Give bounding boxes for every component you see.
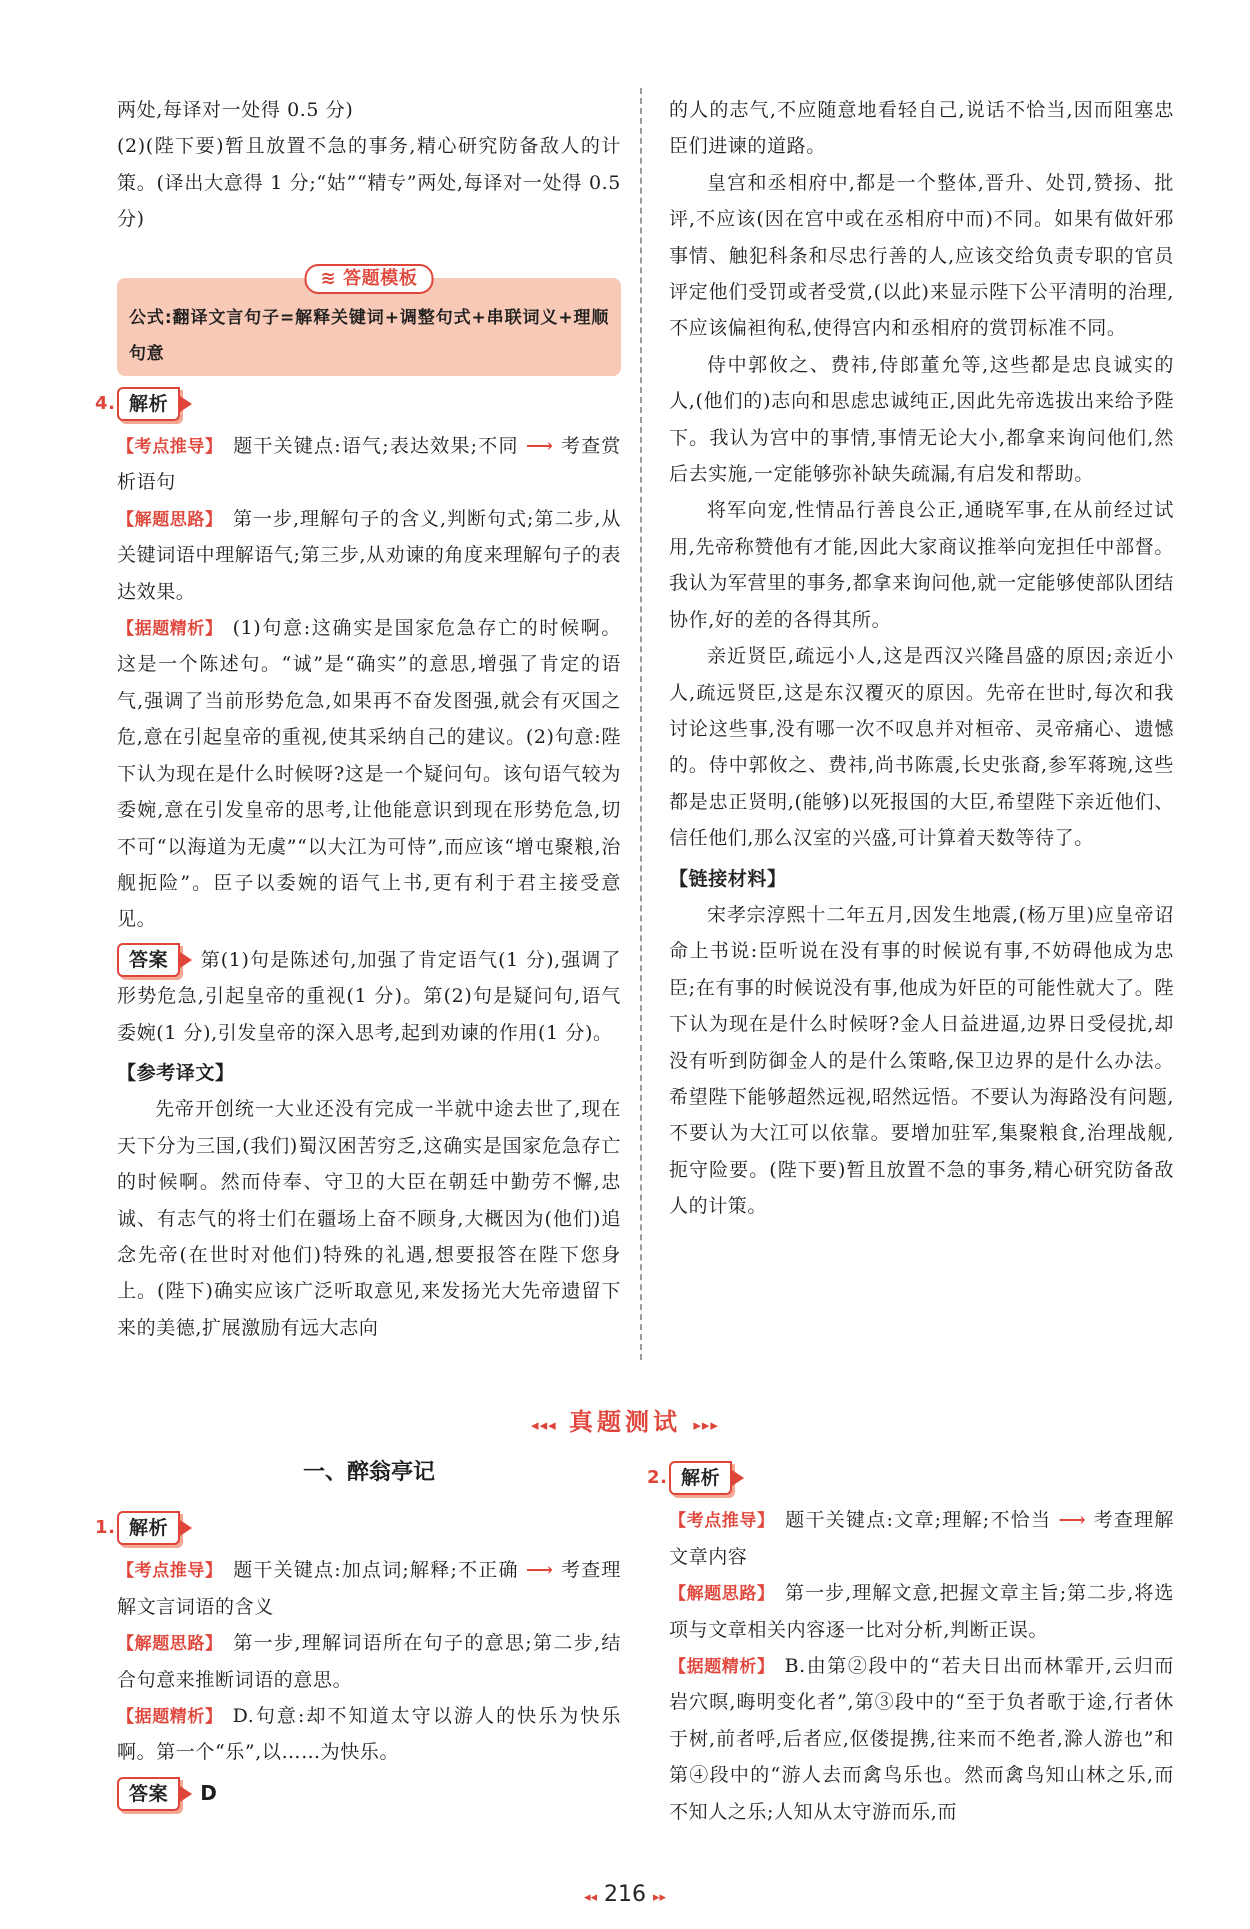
layers-icon: ≋ (320, 267, 344, 289)
analysis-point: 【考点推导】 题干关键点:加点词;解释;不正确 ⟶ 考查理解文言词语的含义 (117, 1559, 622, 1618)
tag-label: 【据题精析】 (117, 619, 223, 640)
analysis-badge: 解析 (117, 1511, 180, 1545)
question-4-header (95, 386, 621, 422)
question-number: 2. (647, 1467, 668, 1488)
tag-label: 【据题精析】 (669, 1657, 775, 1678)
template-title: ≋ 答题模板 (305, 264, 434, 294)
analysis-point: 【考点推导】 题干关键点:语气;表达效果;不同 ⟶ 考查赏析语句 (117, 435, 622, 494)
decor-arrows-icon: ◂◂ (583, 1890, 597, 1905)
arrow-right-icon: ⟶ (1058, 1509, 1087, 1532)
passage-title: 一、醉翁亭记 (302, 1459, 435, 1485)
page-number: ◂◂ 216 ▸▸ (583, 1882, 667, 1907)
paragraph: 宋孝宗淳熙十二年五月,因发生地震,(杨万里)应皇帝诏命上书说:臣听说在没有事的时候说有事,不妨碍他成为忠臣;在有事的时候说没有事,他成为奸臣的可能性就大了。陛下认为现在是什么时候呀?金人日益进逼,边界日受侵扰,却没有听到防御金人的是什么策略,保卫边界的是什么办法。希望陛下能够超然远视,昭然远悟。不要认为海路没有问题,不要认为大江可以依靠。要增加驻军,集聚粮食,治理战舰,扼守险要。(陛下要)暂且放置不急的事务,精心研究防备敌人的计策。 (669, 903, 1174, 1218)
reference-translation-title: 【参考译文】 (117, 1061, 235, 1084)
decor-arrows-icon: ◂◂◂ (531, 1416, 557, 1434)
paragraph: 两处,每译对一处得 0.5 分) (117, 99, 354, 121)
tag-label: 【考点推导】 (117, 1561, 223, 1582)
paragraph: 将军向宠,性情品行善良公正,通晓军事,在从前经过试用,先帝称赞他有才能,因此大家商议推举向宠担任中部督。我认为军营里的事务,都拿来询问他,就一定能够使部队团结协作,好的差的各得其所。 (669, 499, 1174, 631)
analysis-point: 【据题精析】 B.由第②段中的“若夫日出而林霏开,云归而岩穴暝,晦明变化者”,第③段中的“至于负者歌于途,行者休于树,前者呼,后者应,伛偻提携,往来而不绝者,滁人游也”和第④段中的“游人去而禽鸟乐也。然而禽鸟知山林之乐,而不知人之乐;人知从太守游而乐,而 (669, 1655, 1174, 1823)
paragraph: 亲近贤臣,疏远小人,这是西汉兴隆昌盛的原因;亲近小人,疏远贤臣,这是东汉覆灭的原因。先帝在世时,每次和我讨论这些事,没有哪一次不叹息并对桓帝、灵帝痛心、遗憾的。侍中郭攸之、费祎,尚书陈震,长史张裔,参军蒋琬,这些都是忠正贤明,(能够)以死报国的大臣,希望陛下亲近他们、信任他们,那么汉室的兴盛,可计算着天数等待了。 (669, 645, 1174, 850)
question-1-block (95, 1500, 622, 1812)
tag-label: 【解题思路】 (117, 509, 223, 530)
link-material-title: 【链接材料】 (669, 867, 787, 890)
paragraph: 侍中郭攸之、费祎,侍郎董允等,这些都是忠良诚实的人,(他们的)志向和思虑忠诚纯正,因此先帝选拔出来给予陛下。我认为宫中的事情,事情无论大小,都拿来询问他们,然后去实施,一定能够弥补缺失疏漏,有启发和帮助。 (669, 353, 1174, 486)
paragraph: 皇宫和丞相府中,都是一个整体,晋升、处罚,赞扬、批评,不应该(因在宫中或在丞相府中而)不同。如果有做奸邪事情、触犯科条和尽忠行善的人,应该交给负责专职的官员评定他们受罚或者受赏,(以此)来显示陛下公平清明的治理,不应该偏袒徇私,使得宫内和丞相府的赏罚标准不同。 (669, 171, 1174, 340)
section-banner (0, 1402, 1250, 1437)
analysis-point: 【据题精析】 D.句意:却不知道太守以游人的快乐为快乐啊。第一个“乐”,以……为快乐。 (117, 1705, 621, 1764)
question-1-header (95, 1510, 621, 1546)
paragraph: (2)(陛下要)暂且放置不急的事务,精心研究防备敌人的计策。(译出大意得 1 分;“姑”“精专”两处,每译对一处得 0.5 分) (117, 135, 621, 231)
analysis-badge: 解析 (669, 1461, 732, 1495)
template-formula: 公式:翻译文言句子=解释关键词+调整句式+串联词义+理顺句意 (129, 307, 609, 364)
question-2-block (647, 1450, 1175, 1830)
column-divider (640, 88, 642, 1360)
analysis-badge: 解析 (117, 387, 180, 421)
tag-label: 【考点推导】 (669, 1511, 775, 1532)
banner-title: 真题测试 (569, 1408, 681, 1436)
tag-label: 【考点推导】 (117, 437, 223, 458)
paragraph: 先帝开创统一大业还没有完成一半就中途去世了,现在天下分为三国,(我们)蜀汉困苦穷乏,这确实是国家危急存亡的时候啊。然而侍奉、守卫的大臣在朝廷中勤劳不懈,忠诚、有志气的将士们在疆场上奋不顾身,大概因为(他们)追念先帝(在世时对他们)特殊的礼遇,想要报答在陛下您身上。(陛下)确实应该广泛听取意见,来发扬光大先帝遗留下来的美德,扩展激励有远大志向 (117, 1098, 621, 1339)
answer-badge: 答案 (117, 943, 180, 977)
answer-line: 答案 第(1)句是陈述句,加强了肯定语气(1 分),强调了形势危急,引起皇帝的重视(1 分)。第(2)句是疑问句,语气委婉(1 分),引发皇帝的深入思考,起到劝谏的作用(1 分)。 (117, 942, 621, 1051)
arrow-right-icon: ⟶ (525, 435, 554, 458)
arrow-right-icon: ⟶ (525, 1559, 554, 1582)
left-column (95, 92, 622, 1346)
analysis-point: 【考点推导】 题干关键点:文章;理解;不恰当 ⟶ 考查理解文章内容 (669, 1509, 1175, 1568)
analysis-point: 【解题思路】 第一步,理解句子的含义,判断句式;第二步,从关键词语中理解语气;第三步,从劝谏的角度来理解句子的表达效果。 (117, 507, 621, 603)
tag-label: 【据题精析】 (117, 1707, 223, 1728)
paragraph: 的人的志气,不应随意地看轻自己,说话不恰当,因而阻塞忠臣们进谏的道路。 (669, 99, 1174, 158)
analysis-point: 【据题精析】 (1)句意:这确实是国家危急存亡的时候啊。这是一个陈述句。“诚”是“确实”的意思,增强了肯定的语气,强调了当前形势危急,如果再不奋发图强,就会有灭国之危,意在引起皇帝的重视,使其采纳自己的建议。(2)句意:陛下认为现在是什么时候呀?这是一个疑问句。该句语气较为委婉,意在引发皇帝的思考,让他能意识到现在形势危急,切不可“以海道为无虞”“以大江为可恃”,而应该“增屯聚粮,治舰扼险”。臣子以委婉的语气上书,更有利于君主接受意见。 (117, 617, 621, 931)
decor-arrows-icon: ▸▸ (653, 1890, 667, 1905)
answer-line (117, 1775, 621, 1812)
analysis-point: 【解题思路】 第一步,理解文意,把握文章主旨;第二步,将选项与文章相关内容逐一比对分析,判断正误。 (669, 1582, 1174, 1641)
tag-label: 【解题思路】 (669, 1584, 775, 1605)
answer-value: D (200, 1780, 218, 1805)
answer-template-box (117, 267, 621, 376)
question-number: 4. (95, 392, 116, 414)
question-number: 1. (95, 1517, 116, 1538)
question-2-header (647, 1460, 1174, 1496)
decor-arrows-icon: ▸▸▸ (693, 1416, 719, 1434)
tag-label: 【解题思路】 (117, 1634, 223, 1655)
answer-badge: 答案 (117, 1777, 180, 1811)
analysis-point: 【解题思路】 第一步,理解词语所在句子的意思;第二步,结合句意来推断词语的意思。 (117, 1632, 621, 1691)
right-column (669, 92, 1174, 1225)
